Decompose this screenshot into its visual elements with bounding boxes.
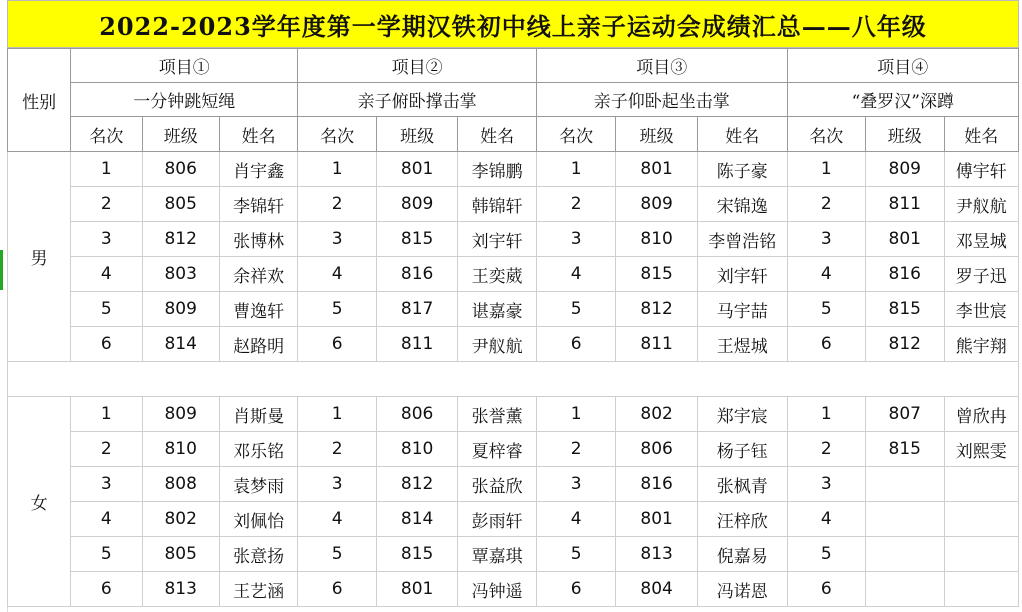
class-cell[interactable]: 815 (866, 432, 944, 467)
rank-cell[interactable]: 1 (71, 397, 142, 432)
class-cell[interactable] (866, 502, 944, 537)
rank-cell[interactable]: 3 (536, 467, 615, 502)
rank-cell[interactable]: 6 (298, 572, 376, 607)
rank-cell[interactable]: 5 (787, 537, 865, 572)
name-cell[interactable]: 冯诺恩 (697, 572, 787, 607)
rank-cell[interactable]: 4 (298, 502, 376, 537)
rank-cell[interactable]: 1 (71, 152, 142, 187)
table-row (8, 187, 1019, 222)
name-cell[interactable]: 袁梦雨 (219, 467, 297, 502)
name-cell[interactable]: 刘熙雯 (944, 432, 1018, 467)
name-cell[interactable]: 曾欣冉 (944, 397, 1018, 432)
rank-cell[interactable]: 5 (298, 537, 376, 572)
class-cell[interactable]: 806 (616, 432, 698, 467)
name-cell[interactable]: 刘宇轩 (697, 257, 787, 292)
rank-cell[interactable]: 5 (298, 292, 376, 327)
name-cell[interactable]: 谌嘉豪 (458, 292, 536, 327)
name-cell[interactable]: 肖斯曼 (219, 397, 297, 432)
rank-cell[interactable]: 3 (71, 467, 142, 502)
class-cell[interactable]: 808 (142, 467, 219, 502)
name-cell[interactable]: 张意扬 (219, 537, 297, 572)
class-cell[interactable] (866, 467, 944, 502)
results-table (7, 48, 1019, 607)
name-header[interactable]: 姓名 (458, 117, 536, 152)
project-4-name[interactable]: “叠罗汉”深蹲 (787, 83, 1018, 117)
rank-cell[interactable]: 4 (298, 257, 376, 292)
project-3-name[interactable]: 亲子仰卧起坐击掌 (536, 83, 787, 117)
gender-cell[interactable]: 女 (8, 397, 71, 607)
table-row (8, 327, 1019, 362)
name-cell[interactable]: 彭雨轩 (458, 502, 536, 537)
rank-cell[interactable]: 5 (536, 292, 615, 327)
class-cell[interactable]: 809 (142, 292, 219, 327)
class-cell[interactable]: 801 (376, 572, 458, 607)
rank-cell[interactable]: 4 (71, 257, 142, 292)
rank-header[interactable]: 名次 (536, 117, 615, 152)
table-row (8, 152, 1019, 187)
table-row (8, 397, 1019, 432)
class-cell[interactable]: 816 (616, 467, 698, 502)
rank-cell[interactable]: 3 (298, 467, 376, 502)
name-cell[interactable] (944, 467, 1018, 502)
class-cell[interactable]: 811 (616, 327, 698, 362)
name-cell[interactable]: 韩锦轩 (458, 187, 536, 222)
rank-cell[interactable]: 5 (71, 537, 142, 572)
class-cell[interactable]: 815 (376, 537, 458, 572)
rank-header[interactable]: 名次 (787, 117, 865, 152)
name-cell[interactable] (944, 502, 1018, 537)
table-row (8, 432, 1019, 467)
name-cell[interactable]: 王煜城 (697, 327, 787, 362)
class-cell[interactable]: 811 (866, 187, 944, 222)
class-cell[interactable]: 802 (616, 397, 698, 432)
name-cell[interactable]: 汪梓欣 (697, 502, 787, 537)
name-cell[interactable]: 马宇喆 (697, 292, 787, 327)
rank-cell[interactable]: 6 (71, 572, 142, 607)
rank-cell[interactable]: 6 (787, 327, 865, 362)
name-header[interactable]: 姓名 (219, 117, 297, 152)
name-cell[interactable]: 邓昱城 (944, 222, 1018, 257)
rank-cell[interactable]: 6 (787, 572, 865, 607)
name-cell[interactable] (944, 572, 1018, 607)
name-cell[interactable]: 张益欣 (458, 467, 536, 502)
page-title[interactable]: 2022-2023学年度第一学期汉铁初中线上亲子运动会成绩汇总——八年级 (7, 0, 1019, 48)
class-cell[interactable]: 813 (616, 537, 698, 572)
class-cell[interactable]: 806 (142, 152, 219, 187)
rank-cell[interactable]: 2 (71, 432, 142, 467)
project-4-label[interactable]: 项目④ (787, 49, 1018, 83)
name-cell[interactable]: 倪嘉易 (697, 537, 787, 572)
name-cell[interactable]: 覃嘉琪 (458, 537, 536, 572)
table-row (8, 222, 1019, 257)
rank-cell[interactable]: 6 (536, 327, 615, 362)
name-cell[interactable]: 邓乐铭 (219, 432, 297, 467)
class-cell[interactable]: 816 (866, 257, 944, 292)
rank-cell[interactable]: 2 (71, 187, 142, 222)
name-cell[interactable]: 王艺涵 (219, 572, 297, 607)
class-cell[interactable]: 812 (376, 467, 458, 502)
table-row (8, 257, 1019, 292)
class-cell[interactable]: 801 (616, 502, 698, 537)
name-cell[interactable]: 张枫青 (697, 467, 787, 502)
name-cell[interactable]: 杨子钰 (697, 432, 787, 467)
rank-cell[interactable]: 2 (536, 187, 615, 222)
rank-cell[interactable]: 2 (298, 432, 376, 467)
name-cell[interactable]: 张博林 (219, 222, 297, 257)
rank-cell[interactable]: 2 (536, 432, 615, 467)
empty-cell[interactable] (8, 362, 1019, 397)
name-cell[interactable]: 刘佩怡 (219, 502, 297, 537)
class-cell[interactable]: 811 (376, 327, 458, 362)
rank-cell[interactable]: 6 (71, 327, 142, 362)
name-cell[interactable]: 宋锦逸 (697, 187, 787, 222)
rank-cell[interactable]: 2 (787, 187, 865, 222)
name-cell[interactable]: 曹逸轩 (219, 292, 297, 327)
rank-header[interactable]: 名次 (71, 117, 142, 152)
name-cell[interactable]: 冯钟遥 (458, 572, 536, 607)
rank-cell[interactable]: 1 (298, 397, 376, 432)
rank-cell[interactable]: 6 (536, 572, 615, 607)
rank-header[interactable]: 名次 (298, 117, 376, 152)
name-cell[interactable]: 李锦鹏 (458, 152, 536, 187)
table-row (8, 537, 1019, 572)
rank-cell[interactable]: 3 (787, 467, 865, 502)
class-cell[interactable]: 801 (376, 152, 458, 187)
name-cell[interactable]: 张誉薰 (458, 397, 536, 432)
row-selection-marker (0, 250, 3, 290)
table-row (8, 467, 1019, 502)
name-cell[interactable]: 尹舣航 (458, 327, 536, 362)
name-header[interactable]: 姓名 (697, 117, 787, 152)
class-cell[interactable]: 809 (616, 187, 698, 222)
class-cell[interactable]: 812 (142, 222, 219, 257)
class-cell[interactable]: 814 (376, 502, 458, 537)
project-1-name[interactable]: 一分钟跳短绳 (71, 83, 298, 117)
name-cell[interactable]: 李曾浩铭 (697, 222, 787, 257)
class-cell[interactable]: 809 (866, 152, 944, 187)
rank-cell[interactable]: 1 (536, 152, 615, 187)
project-2-name[interactable]: 亲子俯卧撑击掌 (298, 83, 536, 117)
class-header[interactable]: 班级 (866, 117, 944, 152)
rank-cell[interactable]: 3 (536, 222, 615, 257)
class-cell[interactable]: 805 (142, 187, 219, 222)
header-row-events (8, 83, 1019, 117)
class-cell[interactable]: 810 (142, 432, 219, 467)
class-cell[interactable]: 814 (142, 327, 219, 362)
class-cell[interactable] (866, 537, 944, 572)
class-cell[interactable] (866, 572, 944, 607)
rank-cell[interactable]: 5 (536, 537, 615, 572)
name-cell[interactable]: 尹舣航 (944, 187, 1018, 222)
name-cell[interactable]: 傅宇轩 (944, 152, 1018, 187)
rank-cell[interactable]: 3 (71, 222, 142, 257)
header-row-columns (8, 117, 1019, 152)
rank-cell[interactable]: 4 (536, 257, 615, 292)
name-cell[interactable]: 罗子迅 (944, 257, 1018, 292)
project-2-label[interactable]: 项目② (298, 49, 536, 83)
class-header[interactable]: 班级 (616, 117, 698, 152)
class-cell[interactable]: 810 (616, 222, 698, 257)
rank-cell[interactable]: 4 (787, 257, 865, 292)
rank-cell[interactable]: 2 (787, 432, 865, 467)
rank-cell[interactable]: 4 (71, 502, 142, 537)
class-cell[interactable]: 815 (376, 222, 458, 257)
table-row (8, 292, 1019, 327)
class-cell[interactable]: 816 (376, 257, 458, 292)
class-cell[interactable]: 817 (376, 292, 458, 327)
rank-cell[interactable]: 5 (787, 292, 865, 327)
table-row (8, 502, 1019, 537)
class-header[interactable]: 班级 (142, 117, 219, 152)
name-cell[interactable]: 刘宇轩 (458, 222, 536, 257)
class-cell[interactable]: 810 (376, 432, 458, 467)
rank-cell[interactable]: 3 (787, 222, 865, 257)
rank-cell[interactable]: 5 (71, 292, 142, 327)
gender-header[interactable]: 性别 (8, 49, 71, 152)
class-cell[interactable]: 802 (142, 502, 219, 537)
rank-cell[interactable]: 4 (787, 502, 865, 537)
table-row (8, 572, 1019, 607)
class-cell[interactable]: 815 (866, 292, 944, 327)
rank-cell[interactable]: 2 (298, 187, 376, 222)
name-cell[interactable]: 李世宸 (944, 292, 1018, 327)
spacer-row (8, 362, 1019, 397)
class-header[interactable]: 班级 (376, 117, 458, 152)
class-cell[interactable]: 805 (142, 537, 219, 572)
name-header[interactable]: 姓名 (944, 117, 1018, 152)
class-cell[interactable]: 801 (616, 152, 698, 187)
name-cell[interactable] (944, 537, 1018, 572)
class-cell[interactable]: 809 (376, 187, 458, 222)
class-cell[interactable]: 812 (866, 327, 944, 362)
name-cell[interactable]: 李锦轩 (219, 187, 297, 222)
name-cell[interactable]: 王奕葳 (458, 257, 536, 292)
name-cell[interactable]: 熊宇翔 (944, 327, 1018, 362)
name-cell[interactable]: 赵路明 (219, 327, 297, 362)
name-cell[interactable]: 陈子豪 (697, 152, 787, 187)
class-cell[interactable]: 812 (616, 292, 698, 327)
project-1-label[interactable]: 项目① (71, 49, 298, 83)
name-cell[interactable]: 肖宇鑫 (219, 152, 297, 187)
rank-cell[interactable]: 3 (298, 222, 376, 257)
rank-cell[interactable]: 1 (536, 397, 615, 432)
rank-cell[interactable]: 1 (298, 152, 376, 187)
project-3-label[interactable]: 项目③ (536, 49, 787, 83)
name-cell[interactable]: 余祥欢 (219, 257, 297, 292)
class-cell[interactable]: 813 (142, 572, 219, 607)
class-cell[interactable]: 804 (616, 572, 698, 607)
rank-cell[interactable]: 6 (298, 327, 376, 362)
rank-cell[interactable]: 4 (536, 502, 615, 537)
header-row-projects (8, 49, 1019, 83)
class-cell[interactable]: 803 (142, 257, 219, 292)
class-cell[interactable]: 801 (866, 222, 944, 257)
name-cell[interactable]: 夏梓睿 (458, 432, 536, 467)
class-cell[interactable]: 809 (142, 397, 219, 432)
name-cell[interactable]: 郑宇宸 (697, 397, 787, 432)
class-cell[interactable]: 807 (866, 397, 944, 432)
class-cell[interactable]: 815 (616, 257, 698, 292)
class-cell[interactable]: 806 (376, 397, 458, 432)
rank-cell[interactable]: 1 (787, 152, 865, 187)
rank-cell[interactable]: 1 (787, 397, 865, 432)
gender-cell[interactable]: 男 (8, 152, 71, 362)
